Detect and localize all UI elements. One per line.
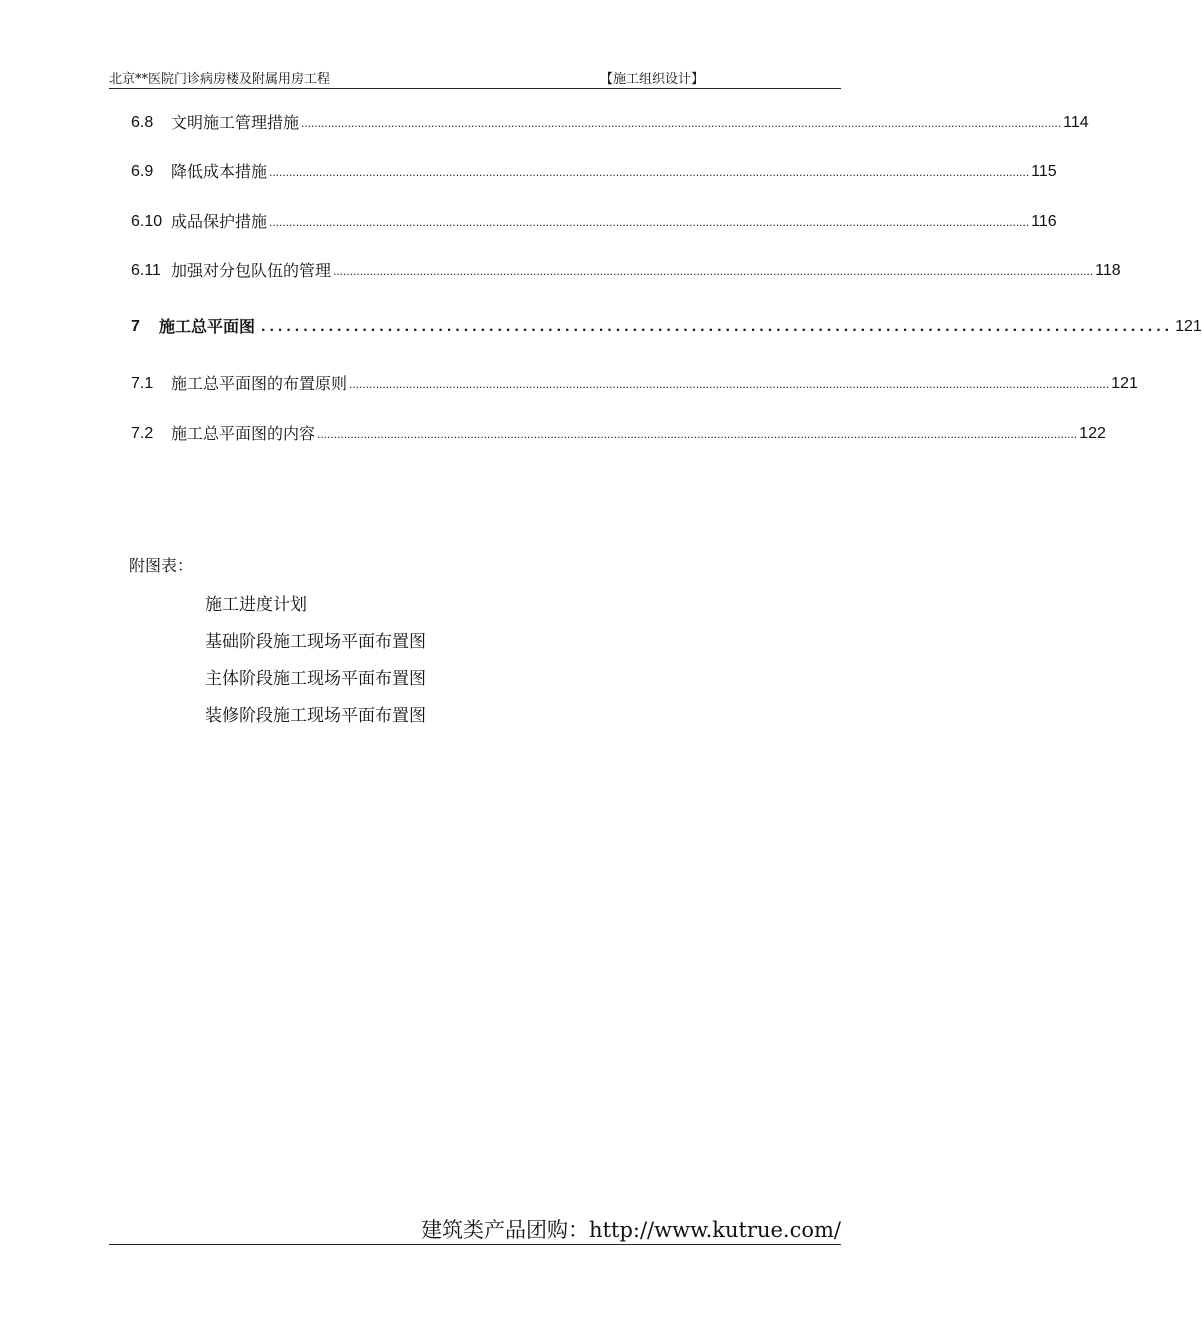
toc-title: 加强对分包队伍的管理 bbox=[171, 261, 332, 280]
footer-website-link[interactable]: 建筑类产品团购：http://www.kutrue.com/ bbox=[421, 1218, 841, 1242]
toc-title: 成品保护措施 bbox=[171, 212, 268, 231]
toc-entry-6-10[interactable] bbox=[131, 210, 1057, 232]
toc-page-number: 116 bbox=[1031, 213, 1057, 230]
toc-title: 降低成本措施 bbox=[171, 162, 268, 181]
toc-number: 7.2 bbox=[131, 425, 154, 442]
toc-leader-dots: .................................................................................................................................................................................................................................... bbox=[349, 377, 1110, 391]
toc-entry-7-1[interactable] bbox=[131, 372, 1138, 394]
toc-leader-dots: .................................................................................................................................................................................................................................... bbox=[269, 165, 1030, 179]
toc-title: 文明施工管理措施 bbox=[171, 113, 300, 132]
toc-page-number: 115 bbox=[1031, 163, 1057, 180]
header-project-title: 北京**医院门诊病房楼及附属用房工程 bbox=[109, 72, 331, 87]
toc-entry-6-9[interactable] bbox=[131, 160, 1057, 182]
toc-leader-dots: .................................................................................................................................................................................................................................... bbox=[317, 427, 1078, 441]
toc-number: 7 bbox=[131, 318, 140, 335]
toc-entry-6-11[interactable] bbox=[131, 259, 1121, 281]
toc-page-number: 121 bbox=[1175, 318, 1202, 335]
toc-title: 施工总平面图的布置原则 bbox=[171, 374, 348, 393]
toc-page-number: 114 bbox=[1063, 114, 1089, 131]
page-header bbox=[109, 66, 841, 89]
toc-page-number: 122 bbox=[1079, 425, 1106, 442]
toc-title: 施工总平面图 bbox=[159, 317, 256, 336]
toc-number: 6.11 bbox=[131, 262, 161, 279]
toc-number: 7.1 bbox=[131, 375, 154, 392]
toc-leader-dots: .................................................................................................................................................................................................................................... bbox=[269, 215, 1030, 229]
toc-page-number: 121 bbox=[1111, 375, 1138, 392]
toc-leader-dots: .................................................................................................................................................................................................................................... bbox=[333, 264, 1094, 278]
toc-leader-dots: ............................................................................................................ bbox=[261, 318, 1174, 335]
appendix-item: 基础阶段施工现场平面布置图 bbox=[205, 632, 426, 652]
appendix-item: 主体阶段施工现场平面布置图 bbox=[205, 669, 426, 689]
toc-number: 6.10 bbox=[131, 213, 163, 230]
page-footer bbox=[109, 1212, 841, 1245]
toc-title: 施工总平面图的内容 bbox=[171, 424, 316, 443]
toc-entry-7[interactable] bbox=[131, 315, 1202, 337]
toc-number: 6.9 bbox=[131, 163, 154, 180]
toc-entry-7-2[interactable] bbox=[131, 422, 1106, 444]
toc-entry-6-8[interactable] bbox=[131, 111, 1089, 133]
header-document-type: 【施工组织设计】 bbox=[600, 72, 705, 87]
appendix-item: 装修阶段施工现场平面布置图 bbox=[205, 706, 426, 726]
toc-number: 6.8 bbox=[131, 114, 154, 131]
appendix-label: 附图表： bbox=[129, 556, 194, 575]
appendix-item: 施工进度计划 bbox=[205, 595, 307, 615]
toc-page-number: 118 bbox=[1095, 262, 1121, 279]
toc-leader-dots: .................................................................................................................................................................................................................................... bbox=[301, 116, 1062, 130]
